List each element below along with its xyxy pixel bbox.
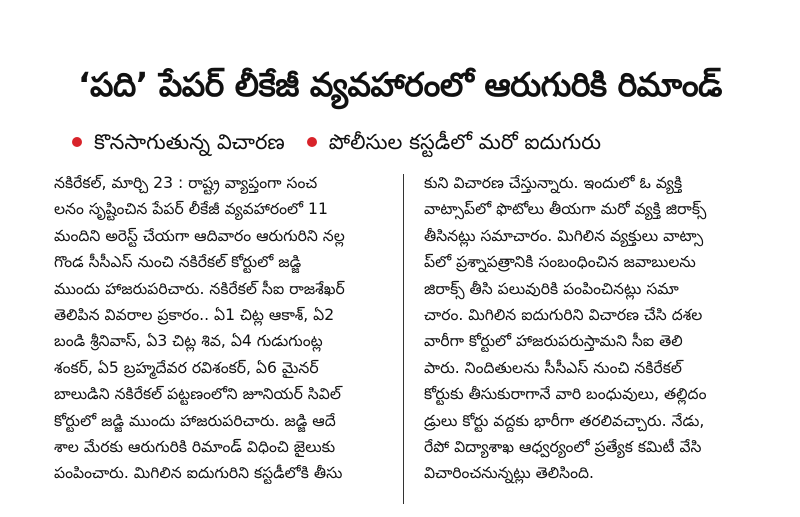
subheading-1: కొనసాగుతున్న విచారణ <box>94 130 285 154</box>
text-line: బాలుడిని నకిరేకల్ పట్టణంలోని జూనియర్ సివిల్ <box>54 385 341 404</box>
text-line: చారం. మిగిలిన ఐదుగురిని విచారణ చేసి దశల <box>424 306 703 325</box>
text-line: మందిని అరెస్ట్ చేయగా ఆదివారం ఆరుగురిని నల్ల <box>54 226 345 245</box>
text-line: శంకర్, ఏ5 బ్రహ్మదేవర రవిశంకర్, ఏ6 మైనర్ <box>54 358 319 377</box>
text-line: రేపో విద్యాశాఖ ఆధ్వర్యంలో ప్రత్యేక కమిటీ వేసి <box>424 438 702 457</box>
text-line: పంపించారు. మిగిలిన ఐదుగురిని కస్టడీలోకి తీసు <box>54 464 343 483</box>
text-line: నకిరేకల్, మార్చి 23 : రాష్ట్ర వ్యాప్తంగా సంచ <box>54 174 318 192</box>
text-line: కోర్టుకు తీసుకురాగానే వారి బంధువులు, తల్లిదం <box>424 385 707 404</box>
text-line: కోర్టులో జడ్జి ముందు హాజరుపరిచారు. జడ్జి ఆదే <box>54 411 336 430</box>
text-line: ప్‌లో ప్రశ్నాపత్రానికి సంబంధించిన జవాబులను <box>424 253 696 272</box>
subheading-row <box>72 124 601 160</box>
text-line: వాట్సాప్‌లో ఫొటోలు తీయగా మరో వ్యక్తి జిరాక్స్ <box>424 200 707 219</box>
text-line: తెలిపిన వివరాల ప్రకారం.. ఏ1 చిట్ల ఆకాశ్, ఏ2 <box>54 306 335 325</box>
text-line: కుని విచారణ చేస్తున్నారు. ఇందులో ఓ వ్యక్తి <box>424 174 683 192</box>
text-line: లనం సృష్టించిన పేపర్ లీకేజీ వ్యవహారంలో 11 <box>54 200 328 219</box>
headline: ‘పది’ పేపర్ లీకేజీ వ్యవహారంలో ఆరుగురికి రిమాండ్ <box>78 65 722 104</box>
text-line: ముందు హాజరుపరిచారు. నకిరేకల్ సీఐ రాజశేఖర్ <box>54 279 345 298</box>
column-divider <box>403 174 404 504</box>
text-line: పారు. నిందితులను సీసీఎస్ నుంచి నకిరేకల్ <box>424 358 682 377</box>
red-bullet-icon <box>72 137 82 147</box>
subheading-2: పోలీసుల కస్టడీలో మరో ఐదుగురు <box>328 130 601 154</box>
text-line: జిరాక్స్ తీసి పలువురికి పంపించినట్లు సమా <box>424 279 679 298</box>
text-line: శాల మేరకు ఆరుగురికి రిమాండ్ విధించి జైలుకు <box>54 438 336 457</box>
text-line: డ్రులు కోర్టు వద్దకు భారీగా తరలివచ్చారు. నేడు, <box>424 411 705 430</box>
red-bullet-icon <box>307 137 317 147</box>
article-column-left <box>54 170 394 487</box>
text-line: బండి శ్రీనివాస్, ఏ3 చిట్ల శివ, ఏ4 గుడుగుంట్ల <box>54 332 323 351</box>
article-column-right <box>424 170 764 487</box>
text-line: గొండ సీసీఎస్ నుంచి నకిరేకల్ కోర్టులో జడ్జి <box>54 253 302 272</box>
text-line: వారీగా కోర్టులో హాజరుపరుస్తామని సీఐ తెలి <box>424 332 683 351</box>
text-line: విచారించనున్నట్లు తెలిసింది. <box>424 464 594 483</box>
text-line: తీసినట్లు సమాచారం. మిగిలిన వ్యక్తులు వాట్సా <box>424 226 704 245</box>
